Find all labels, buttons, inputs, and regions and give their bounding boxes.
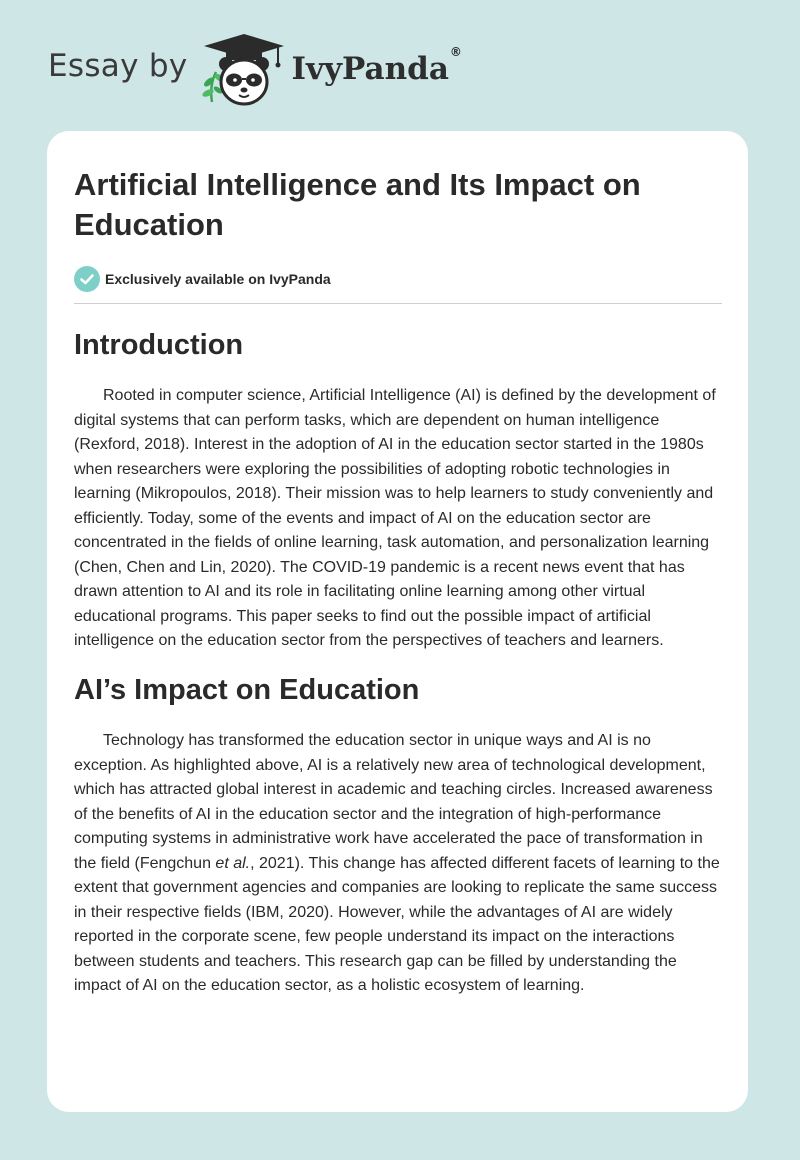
check-circle-icon bbox=[74, 266, 100, 292]
brand-name: IvyPanda® bbox=[291, 45, 462, 87]
ai-impact-paragraph bbox=[74, 729, 722, 999]
ai-impact-text-part-1: Technology has transformed the education sector in unique ways and AI is no exception. As highlighted above, AI is a relatively new area of technological development, which has attracted global interest in academic and teaching circles. Increased awareness of the benefits of AI in the education sector and the integration of high-performance computing systems in administrative work have accelerated the pace of transformation in the field (Fengchun bbox=[74, 732, 713, 872]
exclusive-badge bbox=[74, 266, 722, 292]
panda-logo-icon bbox=[198, 30, 290, 110]
site-header-brand[interactable] bbox=[48, 30, 462, 110]
introduction-paragraph: Rooted in computer science, Artificial Intelligence (AI) is defined by the development of digital systems that can perform tasks, which are dependent on human intelligence (Rexford, 2018). Interest in the adoption of AI in the education sector started in the 1980s when researchers were exploring the possibilities of adopting robotic technologies in learning (Mikropoulos, 2018). Their mission was to help learners to study conveniently and efficiently. Today, some of the events and impact of AI on the education sector are concentrated in the fields of online learning, task automation, and personalization learning (Chen, Chen and Lin, 2020). The COVID-19 pandemic is a recent news event that has drawn attention to AI and its role in facilitating online learning among other virtual educational programs. This paper seeks to find out the possible impact of artificial intelligence on the education sector from the perspectives of teachers and learners. bbox=[74, 387, 716, 650]
essay-card bbox=[47, 131, 748, 1112]
essay-title: Artificial Intelligence and Its Impact on Education bbox=[74, 167, 641, 242]
citation-et-al: et al. bbox=[215, 854, 251, 872]
section-heading-introduction: Introduction bbox=[74, 329, 244, 361]
section-heading-ai-impact: AI’s Impact on Education bbox=[74, 674, 420, 707]
ai-impact-text-part-2: , 2021). This change has affected different facets of learning to the extent that government agencies and companies are looking to replicate the same success in their respective fields (IBM, 2020). However, while the advantages of AI are widely reported in the corporate scene, few people understand its impact on the interactions between students and teachers. This research gap can be filled by understanding the impact of AI on the education sector, as a holistic ecosystem of learning. bbox=[74, 854, 720, 995]
exclusive-label: Exclusively available on IvyPanda bbox=[105, 271, 331, 287]
title-divider bbox=[74, 303, 722, 304]
registered-mark: ® bbox=[449, 45, 462, 59]
brand-prefix: Essay by bbox=[48, 48, 188, 84]
